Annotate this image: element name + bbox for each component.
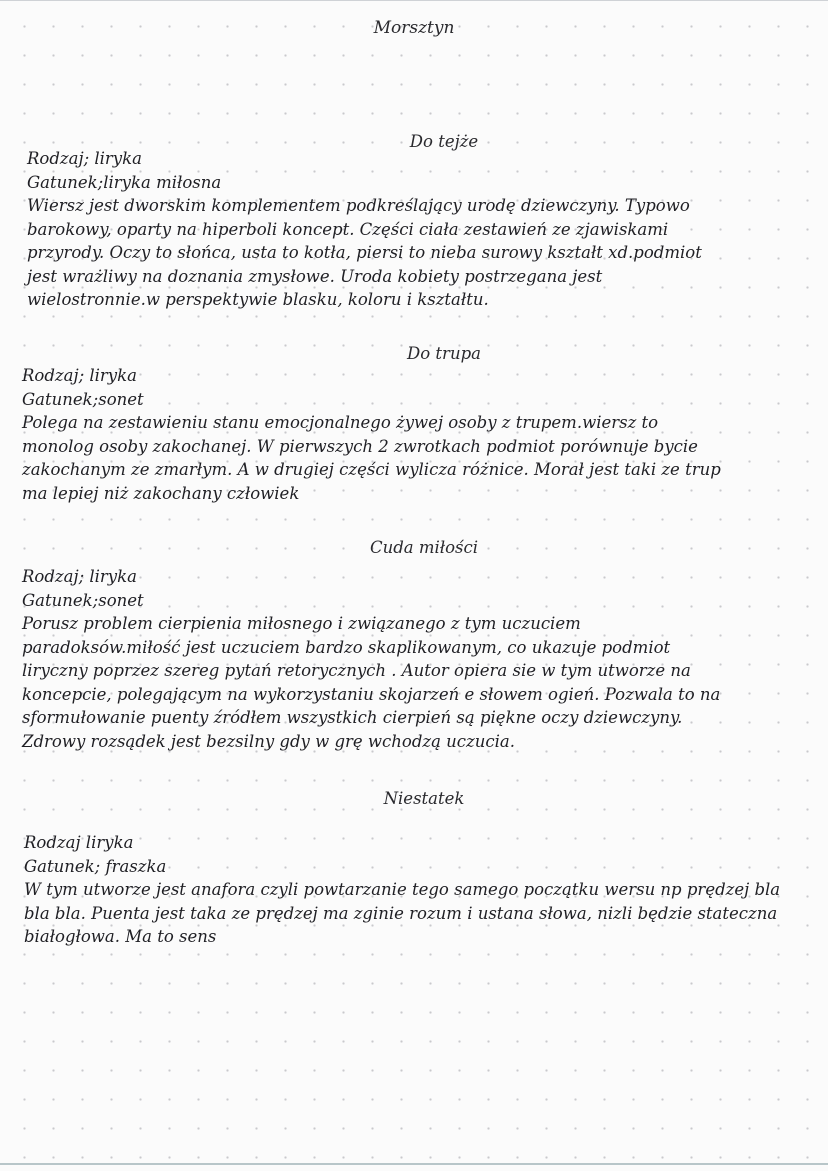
text-line: Rodzaj; liryka [22,366,137,385]
section-heading: Niestatek [383,789,465,808]
top-edge [0,0,828,1]
text-line: Gatunek;liryka miłosna [27,172,222,192]
text-line: Gatunek;sonet [22,590,144,610]
text-line: Porusz problem cierpienia miłosnego i związanego z tym uczuciem [22,614,581,633]
text-line: paradoksów.miłość jest uczuciem bardzo skaplikowanym, co ukazuje podmiot [22,637,671,657]
text-line: bla bla. Puenta jest taka ze prędzej ma zginie rozum i ustana słowa, nizli będzie stateczna [24,903,778,923]
text-line: Gatunek;sonet [22,389,144,409]
text-line: przyrody. Oczy to słońca, usta to kotła, piersi to nieba surowy kształt xd.podmiot [27,243,702,262]
text-line: W tym utworze jest anafora czyli powtarzanie tego samego początku wersu np prędzej bla [24,880,781,899]
section-body [24,831,780,949]
text-line: jest wrażliwy na doznania zmysłowe. Uroda kobiety postrzegana jest [27,266,603,286]
text-line: wielostronnie.w perspektywie blasku, koloru i kształtu. [27,290,489,309]
text-line: Rodzaj; liryka [22,567,137,586]
text-line: monolog osoby zakochanej. W pierwszych 2 zwrotkach podmiot porównuje bycie [22,436,698,456]
text-line: liryczny poprzez szereg pytań retorycznych . Autor opiera sie w tym utworze na [22,661,691,680]
text-line: Zdrowy rozsądek jest bezsilny gdy w grę wchodzą uczucia. [22,731,515,751]
section-body [22,364,721,505]
text-line: białogłowa. Ma to sens [24,927,217,946]
section-heading: Do tejże [409,132,479,151]
text-line: zakochanym ze zmarłym. A w drugiej części wylicza różnice. Morał jest taki ze trup [22,460,721,479]
text-line: Polega na zestawieniu stanu emocjonalnego żywej osoby z trupem.wiersz to [22,413,659,432]
text-line: barokowy, oparty na hiperboli koncept. Części ciała zestawień ze zjawiskami [27,219,669,239]
section-body [22,565,720,753]
text-line: ma lepiej niż zakochany człowiek [22,483,300,503]
text-line: Rodzaj; liryka [27,149,142,168]
text-line: Rodzaj liryka [24,833,134,852]
text-line: koncepcie, polegającym na wykorzystaniu skojarzeń e słowem ogień. Pozwala to na [22,684,721,704]
section-heading: Do trupa [407,344,481,363]
bottom-edge [0,1163,828,1165]
text-line: sformułowanie puenty źródłem wszystkich cierpień są piękne oczy dziewczyny. [22,708,683,727]
text-line: Gatunek; fraszka [24,856,167,876]
document-title: Morsztyn [373,18,455,38]
section-heading: Cuda miłości [369,538,479,557]
text-line: Wiersz jest dworskim komplementem podkreślający urodę dziewczyny. Typowo [27,196,690,215]
section-body [27,147,702,312]
